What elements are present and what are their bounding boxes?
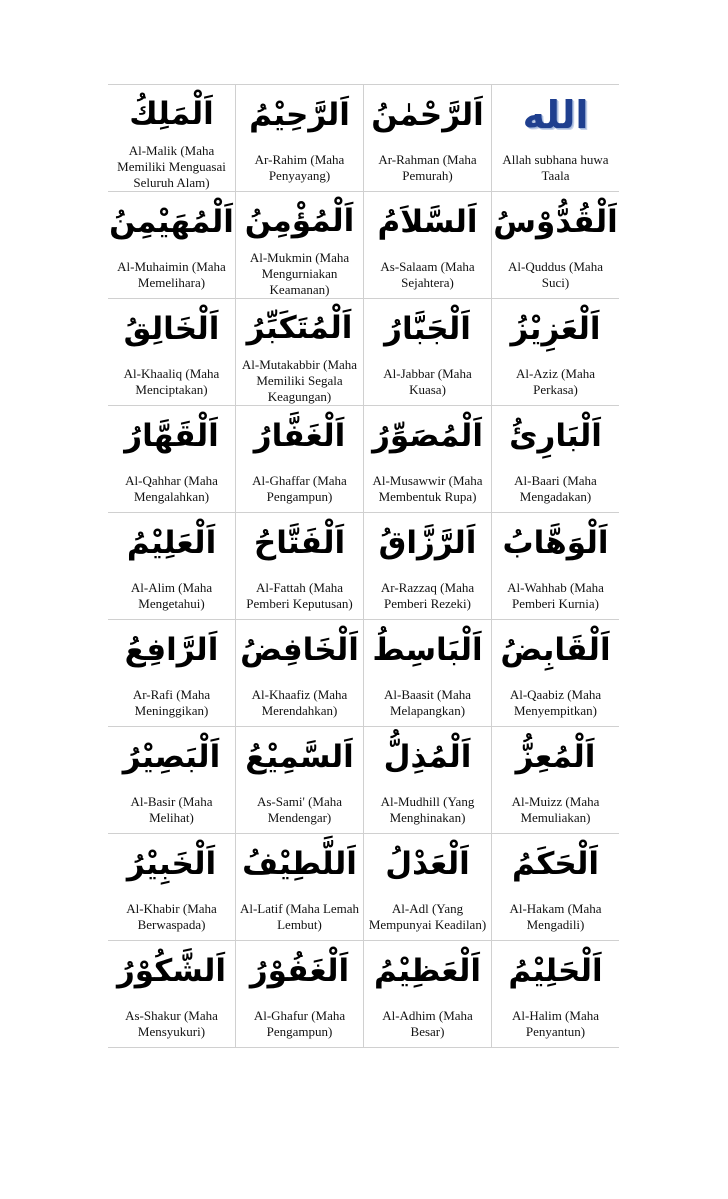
table-row (108, 941, 619, 1048)
arabic-calligraphy: اَلرَّحِيْمُ (249, 96, 350, 133)
name-cell (236, 192, 364, 299)
name-cell (492, 513, 620, 620)
name-label: Al-Qahhar (Maha Mengalahkan) (125, 473, 218, 504)
name-label: Al-Adhim (Maha Besar) (382, 1008, 473, 1039)
arabic-calligraphy: اَلْخَالِقُ (123, 310, 220, 347)
arabic-calligraphy: اَلْبَصِيْرُ (122, 738, 221, 775)
arabic-calligraphy: اَلْبَارِئُ (509, 417, 602, 454)
table-row (108, 85, 619, 192)
name-cell (492, 941, 620, 1048)
table-row (108, 727, 619, 834)
arabic-calligraphy: اَلرَّافِعُ (124, 631, 219, 668)
allah-calligraphy: الله (522, 93, 589, 137)
name-cell (108, 406, 236, 513)
name-label: As-Shakur (Maha Mensyukuri) (125, 1008, 218, 1039)
name-label: Al-Qaabiz (Maha Menyempitkan) (509, 687, 602, 718)
arabic-calligraphy: اَلْحَلِيْمُ (508, 952, 603, 989)
table-row (108, 192, 619, 299)
name-cell (364, 727, 492, 834)
name-label: Ar-Rahim (Maha Penyayang) (254, 152, 345, 183)
name-label: Al-Adl (Yang Mempunyai Keadilan) (368, 901, 487, 932)
name-label: Ar-Razzaq (Maha Pemberi Rezeki) (380, 580, 475, 611)
name-label: Al-Ghafur (Maha Pengampun) (253, 1008, 346, 1039)
name-cell (364, 513, 492, 620)
arabic-calligraphy: اَلْعَزِيْزُ (510, 310, 601, 347)
arabic-calligraphy: اَلْحَكَمُ (512, 845, 599, 882)
asmaul-husna-table (108, 84, 619, 1048)
name-label: Ar-Rahman (Maha Pemurah) (378, 152, 477, 183)
name-label: Al-Mutakabbir (Maha Memiliki Segala Keagungan) (241, 357, 358, 404)
name-cell (364, 192, 492, 299)
name-label: Ar-Rafi (Maha Meninggikan) (132, 687, 211, 718)
name-cell (364, 620, 492, 727)
arabic-calligraphy: اَلْفَتَّاحُ (253, 524, 346, 561)
name-cell (236, 620, 364, 727)
name-cell (236, 85, 364, 192)
name-cell (108, 513, 236, 620)
name-label: Al-Baari (Maha Mengadakan) (514, 473, 597, 504)
name-label: Al-Jabbar (Maha Kuasa) (383, 366, 472, 397)
arabic-calligraphy: اَلْخَافِضُ (240, 631, 359, 668)
arabic-calligraphy: اَلرَّحْمٰنُ (371, 96, 484, 133)
name-label: Al-Mudhill (Yang Menghinakan) (380, 794, 475, 825)
table-row (108, 834, 619, 941)
arabic-calligraphy: اَللَّطِيْفُ (242, 845, 357, 882)
arabic-calligraphy: اَلْمُعِزُّ (515, 738, 596, 775)
name-cell (236, 834, 364, 941)
name-label: Al-Khaaliq (Maha Menciptakan) (123, 366, 220, 397)
table-row (108, 513, 619, 620)
table-row (108, 299, 619, 406)
name-cell (236, 727, 364, 834)
name-label: Al-Khabir (Maha Berwaspada) (126, 901, 217, 932)
name-cell (492, 192, 620, 299)
arabic-calligraphy: اَلْعَلِيْمُ (126, 524, 217, 561)
arabic-calligraphy: اَلْبَاسِطُ (372, 631, 483, 668)
name-cell (236, 406, 364, 513)
arabic-calligraphy: اَلْوَهَّابُ (502, 524, 609, 561)
name-label: Al-Khaafiz (Maha Merendahkan) (251, 687, 348, 718)
name-cell (364, 941, 492, 1048)
name-cell (108, 85, 236, 192)
name-cell (492, 620, 620, 727)
name-cell (236, 299, 364, 406)
arabic-calligraphy: اَلرَّزَّاقُ (378, 524, 477, 561)
name-cell (364, 834, 492, 941)
name-cell (108, 299, 236, 406)
arabic-calligraphy: اَلْعَظِيْمُ (374, 952, 481, 989)
name-cell (108, 620, 236, 727)
arabic-calligraphy: اَلسَّلاَمُ (377, 203, 478, 240)
name-label: Al-Mukmin (Maha Mengurniakan Keamanan) (249, 250, 350, 297)
arabic-calligraphy: اَلسَّمِيْعُ (245, 738, 354, 775)
arabic-calligraphy: اَلْقَهَّارُ (124, 417, 219, 454)
name-label: Al-Quddus (Maha Suci) (508, 259, 603, 290)
name-label: Al-Malik (Maha Memiliki Menguasai Seluruh Alam) (117, 143, 226, 190)
name-label: As-Sami' (Maha Mendengar) (256, 794, 343, 825)
name-label: Al-Latif (Maha Lemah Lembut) (239, 901, 360, 932)
arabic-calligraphy: اَلْغَفُوْرُ (249, 952, 350, 989)
name-label: Al-Alim (Maha Mengetahui) (130, 580, 213, 611)
name-label: Allah subhana huwa Taala (502, 152, 609, 183)
arabic-calligraphy: اَلْمَلِكُ (129, 95, 214, 132)
name-label: Al-Ghaffar (Maha Pengampun) (252, 473, 347, 504)
name-label: Al-Fattah (Maha Pemberi Keputusan) (246, 580, 353, 611)
arabic-calligraphy: اَلْقَابِضُ (500, 631, 611, 668)
table-row (108, 406, 619, 513)
arabic-calligraphy: اَلْعَدْلُ (385, 845, 470, 882)
name-cell (108, 192, 236, 299)
name-cell (492, 85, 620, 192)
name-cell (364, 299, 492, 406)
name-label: Al-Wahhab (Maha Pemberi Kurnia) (507, 580, 604, 611)
arabic-calligraphy: اَلْخَبِيْرُ (126, 845, 217, 882)
arabic-calligraphy: اَلشَّكُوْرُ (116, 952, 227, 989)
name-cell (364, 85, 492, 192)
name-label: As-Salaam (Maha Sejahtera) (380, 259, 475, 290)
name-cell (108, 727, 236, 834)
arabic-calligraphy: اَلْجَبَّارُ (384, 310, 471, 347)
name-cell (236, 513, 364, 620)
arabic-calligraphy: اَلْمُهَيْمِنُ (109, 203, 234, 240)
name-cell (236, 941, 364, 1048)
table-row (108, 620, 619, 727)
name-cell (108, 941, 236, 1048)
name-label: Al-Baasit (Maha Melapangkan) (383, 687, 471, 718)
name-label: Al-Musawwir (Maha Membentuk Rupa) (372, 473, 483, 504)
name-cell (492, 406, 620, 513)
arabic-calligraphy: اَلْقُدُّوْسُ (493, 203, 618, 240)
name-label: Al-Muhaimin (Maha Memelihara) (117, 259, 226, 290)
name-cell (108, 834, 236, 941)
name-label: Al-Muizz (Maha Memuliakan) (511, 794, 600, 825)
name-label: Al-Hakam (Maha Mengadili) (509, 901, 602, 932)
name-cell (492, 299, 620, 406)
arabic-calligraphy: اَلْمُؤْمِنُ (244, 202, 355, 239)
name-cell (492, 834, 620, 941)
name-cell (364, 406, 492, 513)
name-cell (492, 727, 620, 834)
arabic-calligraphy: اَلْمُتَكَبِّرُ (246, 309, 353, 346)
name-label: Al-Aziz (Maha Perkasa) (515, 366, 596, 397)
arabic-calligraphy: اَلْمُصَوِّرُ (372, 417, 483, 454)
name-label: Al-Basir (Maha Melihat) (130, 794, 213, 825)
name-label: Al-Halim (Maha Penyantun) (511, 1008, 599, 1039)
arabic-calligraphy: اَلْغَفَّارُ (253, 417, 346, 454)
arabic-calligraphy: اَلْمُذِلُّ (383, 738, 472, 775)
